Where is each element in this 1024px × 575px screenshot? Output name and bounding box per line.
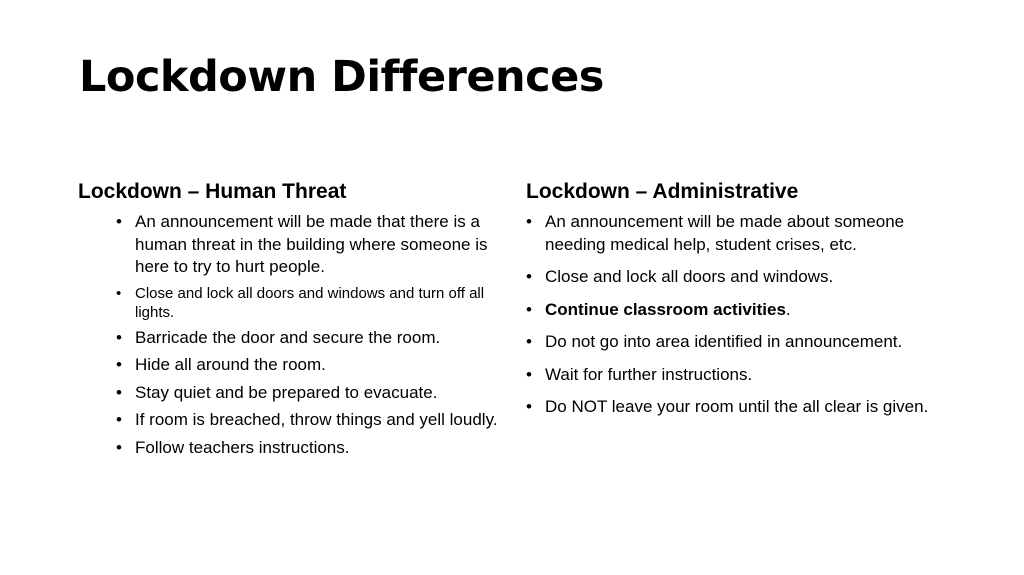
- list-item: • Stay quiet and be prepared to evacuate.: [116, 382, 498, 405]
- bullet-icon: •: [526, 212, 532, 232]
- list-item: • Barricade the door and secure the room.: [116, 327, 498, 350]
- list-item: • Close and lock all doors and windows.: [526, 266, 946, 289]
- list-item: • Do not go into area identified in announcement.: [526, 331, 946, 354]
- administrative-heading: Lockdown – Administrative: [526, 180, 799, 203]
- human-threat-list: [78, 211, 498, 459]
- bullet-icon: •: [116, 327, 122, 347]
- human-threat-column: [78, 178, 498, 464]
- bullet-icon: •: [526, 364, 532, 384]
- list-item: • If room is breached, throw things and yell loudly.: [116, 409, 498, 432]
- list-item: • Wait for further instructions.: [526, 364, 946, 387]
- slide-title: Lockdown Differences: [79, 52, 604, 102]
- bullet-icon: •: [526, 299, 532, 319]
- human-threat-heading: Lockdown – Human Threat: [78, 180, 347, 203]
- list-item: • Follow teachers instructions.: [116, 437, 498, 460]
- bullet-icon: •: [116, 212, 122, 232]
- bullet-icon: •: [116, 284, 122, 302]
- list-item: • Close and lock all doors and windows and turn off all lights.: [116, 284, 485, 321]
- bullet-icon: •: [526, 267, 532, 287]
- emphasized-text: Continue classroom activities: [545, 299, 786, 319]
- bullet-icon: •: [526, 397, 532, 417]
- bullet-icon: •: [116, 355, 122, 375]
- list-item: • Do NOT leave your room until the all clear is given.: [526, 396, 946, 419]
- list-item: • An announcement will be made that there is a human threat in the building where someone is here to try to hurt people.: [116, 212, 488, 277]
- list-item: • An announcement will be made about someone needing medical help, student crises, etc.: [526, 212, 905, 254]
- list-item: • Hide all around the room.: [116, 354, 498, 377]
- administrative-list: [526, 211, 946, 419]
- bullet-icon: •: [526, 332, 532, 352]
- administrative-column: [526, 178, 946, 429]
- bullet-icon: •: [116, 382, 122, 402]
- list-item: • Continue classroom activities.: [526, 299, 946, 322]
- bullet-icon: •: [116, 410, 122, 430]
- bullet-icon: •: [116, 437, 122, 457]
